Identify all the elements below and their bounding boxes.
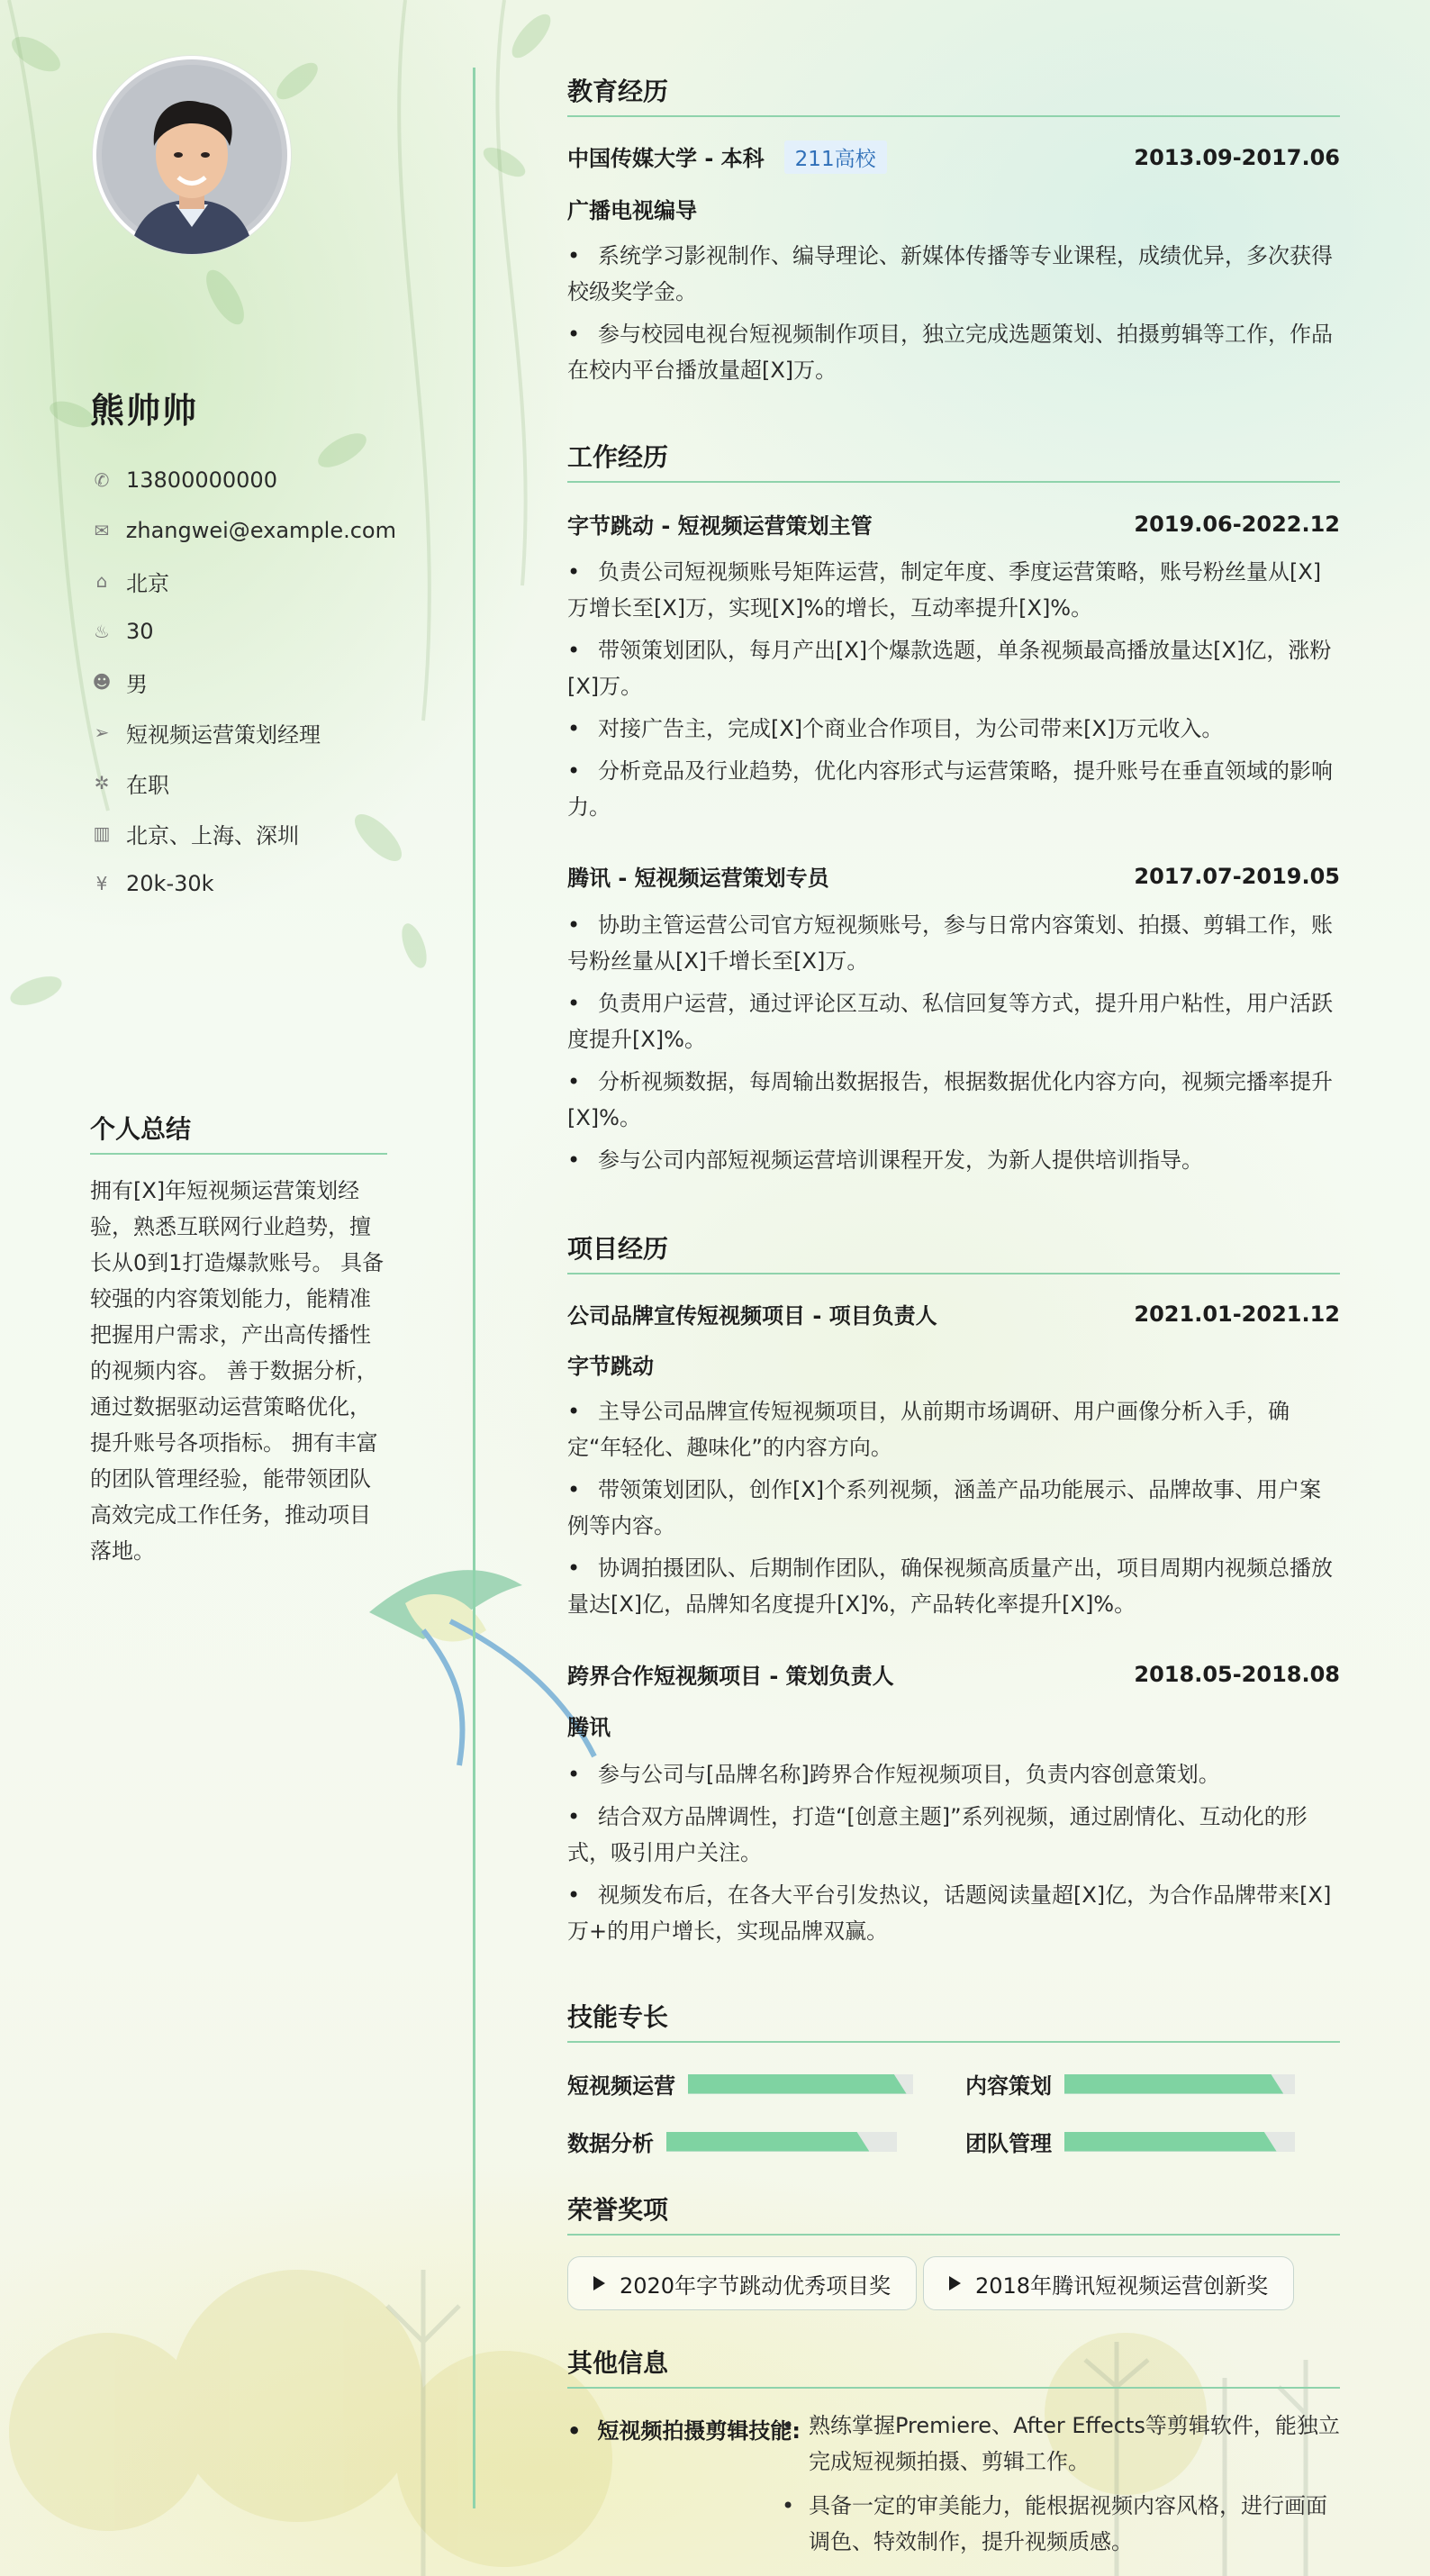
- project-org: 腾讯: [567, 1715, 611, 1740]
- cake-icon: ♨: [94, 621, 110, 642]
- list-item: • 视频发布后，在各大平台引发热议，话题阅读量超[X]亿，为合作品牌带来[X]万+的用户增长，实现品牌双赢。: [567, 1877, 1340, 1949]
- job-head: [567, 860, 1340, 892]
- summary-text: 拥有[X]年短视频运营策划经验，熟悉互联网行业趋势，擅长从0到1打造爆款账号。 具备较强的内容策划能力，能精准把握用户需求，产出高传播性的视频内容。 善于数据分析，通过数据驱动运营策略优化，提升账号各项指标。 拥有丰富的团队管理经验，能带领团队高效完成工作任务，推动项目落地。: [90, 1178, 385, 1564]
- education-title: 教育经历: [567, 72, 1340, 117]
- info-text: 短视频运营策划经理: [126, 721, 321, 748]
- skill-label: 团队管理: [965, 2131, 1052, 2156]
- list-item: • 分析竞品及行业趋势，优化内容形式与运营策略，提升账号在垂直领域的影响力。: [567, 753, 1340, 825]
- skill-bar: [1064, 2074, 1295, 2094]
- info-cities: [90, 808, 396, 858]
- list-item: • 系统学习影视制作、编导理论、新媒体传播等专业课程，成绩优异，多次获得校级奖学金。: [567, 238, 1340, 310]
- project-title: 跨界合作短视频项目 - 策划负责人: [567, 1664, 894, 1689]
- award-badge: [923, 2256, 1294, 2310]
- candidate-name: 熊帅帅: [90, 391, 199, 431]
- list-item: • 带领策划团队，每月产出[X]个爆款选题，单条视频最高播放量达[X]亿，涨粉[X]万。: [567, 632, 1340, 704]
- other-bullets: [809, 2408, 1342, 2568]
- list-item: • 带领策划团队，创作[X]个系列视频，涵盖产品功能展示、品牌故事、用户案例等内容。: [567, 1472, 1340, 1544]
- building-icon: ▥: [93, 822, 111, 844]
- list-item: • 主导公司品牌宣传短视频项目，从前期市场调研、用户画像分析入手，确定“年轻化、趣味化”的内容方向。: [567, 1393, 1340, 1465]
- contact-info-list: [90, 455, 396, 909]
- awards-title: 荣誉奖项: [567, 2191, 1340, 2236]
- job-bullets: [567, 907, 1340, 1184]
- home-icon: ⌂: [95, 570, 108, 592]
- list-item: • 参与公司内部短视频运营培训课程开发，为新人提供培训指导。: [567, 1142, 1340, 1178]
- list-item: • 负责公司短视频账号矩阵运营，制定年度、季度运营策略，账号粉丝量从[X]万增长至[X]万，实现[X]%的增长，互动率提升[X]%。: [567, 554, 1340, 626]
- skill-bar: [666, 2132, 897, 2152]
- play-icon: [949, 2276, 961, 2290]
- play-icon: [593, 2276, 605, 2290]
- list-item: • 参与公司与[品牌名称]跨界合作短视频项目，负责内容创意策划。: [567, 1756, 1340, 1792]
- skill-row: [965, 2068, 1295, 2100]
- info-text: 北京: [126, 570, 169, 596]
- job-title: 腾讯 - 短视频运营策划专员: [567, 866, 829, 891]
- info-text: 13800000000: [126, 467, 277, 493]
- projects-title: 项目经历: [567, 1229, 1340, 1274]
- info-text: zhangwei@example.com: [125, 518, 396, 543]
- job-head: [567, 508, 1340, 540]
- skill-row: [567, 2068, 913, 2100]
- avatar: [93, 56, 291, 254]
- job-bullets: [567, 554, 1340, 831]
- skill-bar-fill: [1064, 2132, 1277, 2152]
- info-text: 在职: [126, 772, 169, 798]
- info-email: [90, 505, 396, 556]
- project-org: 字节跳动: [567, 1354, 654, 1379]
- job-date: 2017.07-2019.05: [1134, 863, 1340, 889]
- skill-bar-fill: [1064, 2074, 1283, 2094]
- info-location: [90, 556, 396, 606]
- education-school: 中国传媒大学 - 本科: [567, 146, 765, 171]
- skill-bar: [1064, 2132, 1295, 2152]
- list-item: • 负责用户运营，通过评论区互动、私信回复等方式，提升用户粘性，用户活跃度提升[X]%。: [567, 985, 1340, 1057]
- other-label: • 短视频拍摄剪辑技能:: [567, 2413, 801, 2444]
- info-phone: [90, 455, 396, 505]
- education-date: 2013.09-2017.06: [1134, 144, 1340, 170]
- education-head: [567, 141, 1340, 174]
- project-head: [567, 1298, 1340, 1329]
- education-bullets: [567, 238, 1340, 395]
- info-text: 男: [126, 671, 148, 697]
- skills-title: 技能专长: [567, 1998, 1340, 2043]
- award-text: 2018年腾讯短视频运营创新奖: [975, 2272, 1269, 2299]
- phone-icon: ✆: [94, 469, 110, 491]
- list-item: • 分析视频数据，每周输出数据报告，根据数据优化内容方向，视频完播率提升[X]%。: [567, 1064, 1340, 1136]
- skill-bar-fill: [688, 2074, 907, 2094]
- other-title: 其他信息: [567, 2344, 1340, 2389]
- skill-row: [567, 2126, 897, 2157]
- info-salary: [90, 858, 396, 909]
- status-icon: ✲: [94, 772, 110, 794]
- send-icon: ➢: [94, 721, 110, 743]
- project-date: 2018.05-2018.08: [1134, 1661, 1340, 1687]
- info-text: 20k-30k: [126, 871, 214, 896]
- project-title: 公司品牌宣传短视频项目 - 项目负责人: [567, 1303, 937, 1329]
- project-date: 2021.01-2021.12: [1134, 1301, 1340, 1327]
- info-status: [90, 757, 396, 808]
- education-school-wrap: [567, 141, 887, 174]
- info-gender: [90, 657, 396, 707]
- project-head: [567, 1658, 1340, 1690]
- project-bullets: [567, 1393, 1340, 1628]
- summary-title: 个人总结: [90, 1110, 387, 1155]
- skill-bar: [688, 2074, 913, 2094]
- list-item: • 熟练掌握Premiere、After Effects等剪辑软件，能独立完成短视频拍摄、剪辑工作。: [809, 2408, 1342, 2480]
- education-major: 广播电视编导: [567, 198, 697, 223]
- award-badge: [567, 2256, 917, 2310]
- skill-label: 短视频运营: [567, 2073, 675, 2099]
- info-target-job: [90, 707, 396, 757]
- job-title: 字节跳动 - 短视频运营策划主管: [567, 513, 873, 539]
- skill-label: 数据分析: [567, 2131, 654, 2156]
- list-item: • 参与校园电视台短视频制作项目，独立完成选题策划、拍摄剪辑等工作，作品在校内平台播放量超[X]万。: [567, 316, 1340, 388]
- column-divider: [473, 68, 475, 2508]
- list-item: • 具备一定的审美能力，能根据视频内容风格，进行画面调色、特效制作，提升视频质感。: [809, 2488, 1342, 2560]
- skill-label: 内容策划: [965, 2073, 1052, 2099]
- info-age: [90, 606, 396, 657]
- skill-bar-fill: [666, 2132, 869, 2152]
- gender-icon: ☻: [92, 671, 112, 693]
- job-date: 2019.06-2022.12: [1134, 511, 1340, 537]
- award-text: 2020年字节跳动优秀项目奖: [620, 2272, 891, 2299]
- list-item: • 协助主管运营公司官方短视频账号，参与日常内容策划、拍摄、剪辑工作，账号粉丝量从[X]千增长至[X]万。: [567, 907, 1340, 979]
- school-tag: 211高校: [784, 141, 887, 174]
- yen-icon: ¥: [95, 873, 108, 894]
- info-text: 北京、上海、深圳: [126, 822, 299, 848]
- list-item: • 对接广告主，完成[X]个商业合作项目，为公司带来[X]万元收入。: [567, 711, 1340, 747]
- mail-icon: ✉: [94, 520, 110, 541]
- list-item: • 结合双方品牌调性，打造“[创意主题]”系列视频，通过剧情化、互动化的形式，吸引用户关注。: [567, 1799, 1340, 1871]
- project-bullets: [567, 1756, 1340, 1955]
- work-title: 工作经历: [567, 438, 1340, 483]
- avatar-portrait: [93, 56, 291, 254]
- skill-row: [965, 2126, 1295, 2157]
- info-text: 30: [126, 619, 154, 644]
- list-item: • 协调拍摄团队、后期制作团队，确保视频高质量产出，项目周期内视频总播放量达[X]亿，品牌知名度提升[X]%，产品转化率提升[X]%。: [567, 1550, 1340, 1622]
